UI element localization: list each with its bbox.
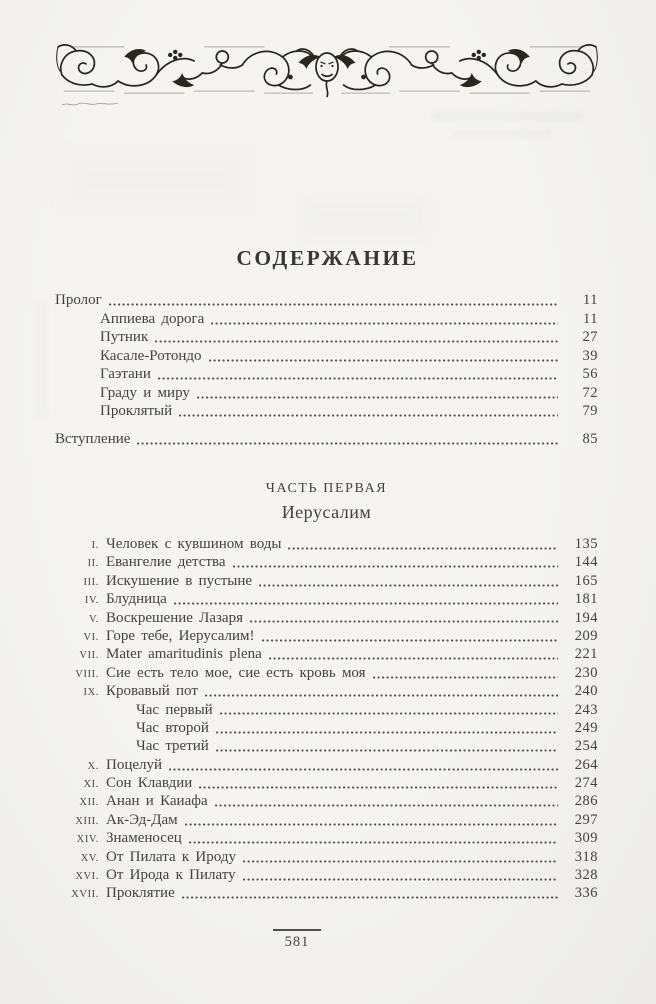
toc-entry [55,774,598,792]
part-subtitle: Иерусалим [281,502,372,522]
entry-page-number: 328 [574,867,598,884]
bleed-through-artifact [300,196,430,240]
toc-entry [55,866,598,884]
entry-page-number: 56 [582,366,598,382]
entry-page-number: 221 [574,646,598,663]
folio-page-number: 581 [284,934,310,950]
toc-entry [55,328,598,347]
toc-entry [55,402,598,421]
dot-leader [205,693,558,698]
entry-page-number: 72 [582,384,598,401]
entry-title: Блудница [106,591,167,608]
entry-title: От Пилата к Ироду [106,848,236,865]
chapter-numeral: I. [91,540,99,551]
toc-entry [55,737,598,755]
entry-page-number: 85 [582,431,598,447]
ornament-mask-face [296,49,357,97]
toc-entry [55,682,598,700]
entry-title: Проклятие [106,885,175,902]
entry-title: Граду и миру [100,384,190,401]
entry-title: Евангелие детства [106,554,226,571]
bleed-through-artifact [432,112,582,121]
entry-title: Час первый [136,701,213,718]
engraver-signature [60,100,122,108]
entry-title: Сон Клавдии [106,775,193,792]
entry-page-number: 336 [574,885,598,902]
chapter-numeral: IX. [83,687,99,699]
entry-page-number: 79 [582,403,598,419]
entry-page-number: 254 [574,738,598,755]
chapter-numeral: V. [88,613,99,625]
chapter-numeral: II. [87,558,99,570]
entry-title: Анан и Каиафа [106,793,208,810]
entry-title: От Ирода к Пилату [106,867,236,884]
toc-entry [55,645,598,663]
entry-page-number: 240 [574,683,598,700]
chapter-numeral: III. [83,576,99,588]
entry-page-number: 11 [583,310,598,327]
dot-leader [250,619,558,624]
toc-entry [55,719,598,737]
dot-leader [288,546,558,551]
entry-title: Путник [100,329,149,345]
chapter-numeral: VI. [83,631,99,643]
dot-leader [189,840,558,845]
dot-leader [179,413,558,418]
dot-leader [199,785,558,790]
entry-page-number: 181 [574,591,598,608]
dot-leader [233,564,558,569]
dot-leader [262,638,559,643]
entry-page-number: 264 [574,756,598,773]
dot-leader [182,895,558,900]
toc-entry [55,664,598,682]
dot-leader [243,877,558,882]
chapter-numeral: XVII. [71,889,99,901]
entry-page-number: 11 [583,292,598,308]
entry-page-number: 249 [574,719,598,736]
entry-title: Сие есть тело мое, сие есть кровь моя [106,664,366,681]
entry-title: Поцелуй [106,756,163,773]
toc-entry [55,627,598,645]
bleed-through-artifact [35,302,48,420]
chapter-numeral: XV. [80,852,99,864]
entry-page-number: 230 [574,664,598,681]
entry-page-number: 165 [574,572,598,589]
headpiece-ornament-engraving [54,40,600,100]
dot-leader [158,376,558,381]
entry-page-number: 209 [574,627,598,644]
toc-entry [55,347,598,366]
dot-leader [137,441,558,446]
entry-title: Аппиева дорога [100,310,205,327]
entry-page-number: 144 [574,554,598,571]
toc-entry [55,792,598,810]
entry-title: Горе тебе, Иерусалим! [106,627,255,644]
chapter-numeral: VII. [79,650,99,662]
part-heading: ЧАСТЬ ПЕРВАЯ [265,481,388,496]
toc-entry [55,609,598,627]
entry-title: Искушение в пустыне [106,572,253,589]
entry-title: Час второй [136,719,209,736]
chapter-numeral: XI. [83,779,99,791]
entry-title: Проклятый [100,403,173,419]
toc-entry [55,310,598,329]
entry-title: Знаменосец [106,830,182,847]
entry-title: Час третий [136,738,209,755]
toc-entry [55,535,598,553]
toc-entry [55,590,598,608]
toc-prologue-list [55,291,598,421]
entry-page-number: 194 [574,609,598,626]
dot-leader [373,675,558,680]
dot-leader [197,395,558,400]
dot-leader [243,859,558,864]
footer-rule [273,929,321,931]
bleed-through-artifact [60,150,250,210]
entry-page-number: 309 [574,830,598,847]
chapter-numeral: VIII. [75,668,99,680]
chapter-numeral: X. [87,760,99,772]
dot-leader [174,601,558,606]
toc-introduction-list [55,430,598,448]
entry-title: Касале-Ротондо [100,347,202,364]
toc-entry [55,572,598,590]
entry-title: Пролог [55,292,102,308]
dot-leader [169,767,558,772]
entry-title: Человек с кувшином воды [106,536,282,552]
toc-entry [55,365,598,384]
toc-entry [55,848,598,866]
dot-leader [185,822,558,827]
entry-title: Гаэтани [100,366,151,382]
toc-entry [55,384,598,403]
dot-leader [259,583,558,588]
toc-entry [55,430,598,448]
dot-leader [215,803,558,808]
toc-entry [55,701,598,719]
toc-part1-list [55,535,598,903]
entry-page-number: 318 [574,848,598,865]
dot-leader [220,711,558,716]
toc-entry [55,553,598,571]
dot-leader [155,339,558,344]
dot-leader [211,321,558,326]
entry-page-number: 135 [574,536,598,552]
entry-title: Ак-Эд-Дам [106,811,178,828]
entry-page-number: 297 [574,811,598,828]
entry-page-number: 39 [582,347,598,364]
dot-leader [216,748,558,753]
entry-page-number: 243 [574,701,598,718]
toc-entry [55,884,598,902]
toc-entry [55,811,598,829]
chapter-numeral: IV. [84,595,99,607]
chapter-numeral: XIV. [76,834,99,846]
dot-leader [269,656,558,661]
page-title: СОДЕРЖАНИЕ [236,246,419,270]
entry-title: Воскрешение Лазаря [106,609,243,626]
chapter-numeral: XII. [79,797,99,809]
entry-title: Кровавый пот [106,683,198,700]
entry-page-number: 274 [574,775,598,792]
dot-leader [109,302,558,307]
folio [272,929,322,951]
toc-entry [55,829,598,847]
entry-title: Mater amaritudinis plena [106,646,262,663]
chapter-numeral: XVI. [75,871,99,883]
toc-entry [55,756,598,774]
entry-page-number: 27 [582,329,598,345]
entry-page-number: 286 [574,793,598,810]
chapter-numeral: XIII. [75,815,99,827]
bleed-through-artifact [452,130,552,138]
dot-leader [216,730,558,735]
entry-title: Вступление [55,431,131,447]
dot-leader [209,358,558,363]
toc-entry [55,291,598,310]
